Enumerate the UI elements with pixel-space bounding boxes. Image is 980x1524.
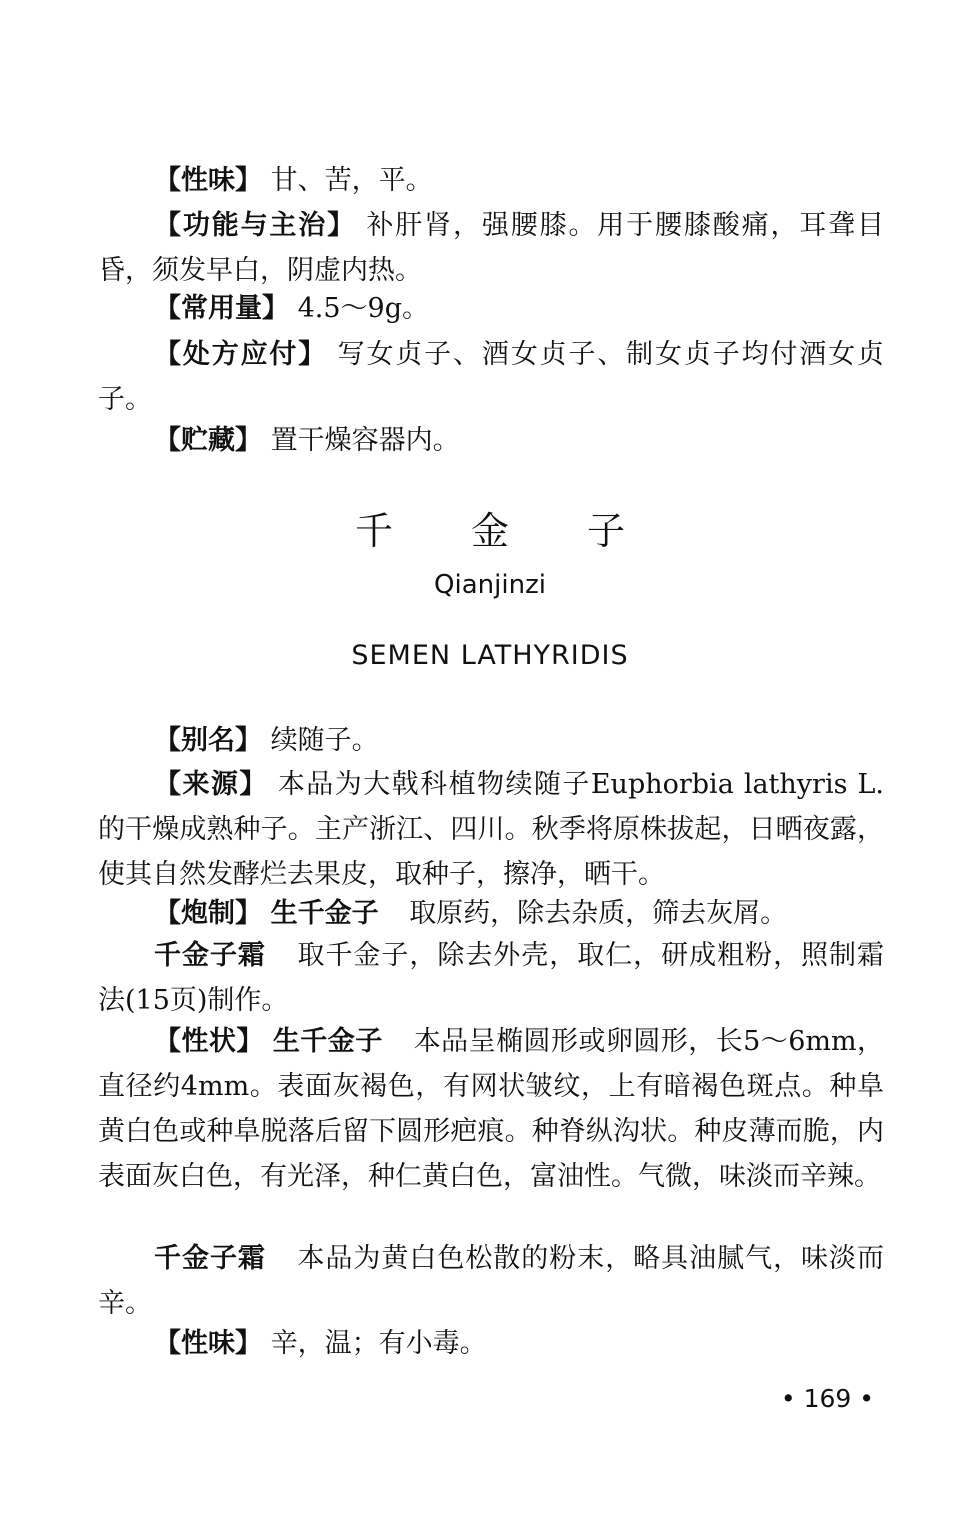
characters-frost-text: 本品为黄白色松散的粉末，略具油腻气，味淡而辛。 xyxy=(98,1243,884,1319)
characters-text: 本品呈椭圆形或卵圆形，长5～6mm，直径约4mm。表面灰褐色，有网状皱纹，上有暗褐色斑点。种阜黄白色或种阜脱落后留下圆形疤痕。种脊纵沟状。种皮薄而脆，内表面灰白色，有光泽，种仁黄白色，富油性。气微，味淡而辛辣。 xyxy=(98,1026,885,1192)
dosage-text: 4.5～9g。 xyxy=(297,293,429,324)
dosage-paragraph xyxy=(98,286,884,331)
taste-label: 【性味】 xyxy=(154,165,262,196)
storage-label: 【贮藏】 xyxy=(154,425,262,456)
processing-frost-paragraph xyxy=(98,933,884,1023)
function-label: 【功能与主治】 xyxy=(154,210,356,241)
processing-paragraph xyxy=(98,891,884,936)
characters-frost-term: 千金子霜 xyxy=(154,1243,266,1274)
prescription-paragraph xyxy=(98,332,884,422)
storage-paragraph xyxy=(98,418,884,463)
prescription-text: 写女贞子、酒女贞子、制女贞子均付酒女贞子。 xyxy=(98,339,885,415)
alias-label: 【别名】 xyxy=(154,725,262,756)
function-paragraph xyxy=(98,203,884,293)
prescription-label: 【处方应付】 xyxy=(154,339,328,370)
dosage-label: 【常用量】 xyxy=(154,293,289,324)
taste-text: 甘、苦，平。 xyxy=(270,165,433,196)
entry-title-chinese: 千金子 xyxy=(354,509,703,553)
entry-taste-text: 辛，温；有小毒。 xyxy=(270,1328,487,1359)
characters-label: 【性状】 xyxy=(154,1026,264,1057)
function-text: 补肝肾，强腰膝。用于腰膝酸痛，耳聋目昏，须发早白，阴虚内热。 xyxy=(98,210,885,286)
entry-taste-label: 【性味】 xyxy=(154,1328,262,1359)
taste-paragraph xyxy=(98,158,884,203)
processing-label: 【炮制】 xyxy=(154,898,262,929)
alias-paragraph xyxy=(98,718,884,763)
characters-term: 生千金子 xyxy=(272,1026,383,1057)
source-text: 本品为大戟科植物续随子Euphorbia lathyris L.的干燥成熟种子。主产浙江、四川。秋季将原株拔起，日晒夜露，使其自然发酵烂去果皮，取种子，擦净，晒干。 xyxy=(98,769,884,890)
processing-frost-text: 取千金子，除去外壳，取仁，研成粗粉，照制霜法(15页)制作。 xyxy=(98,940,884,1016)
source-label: 【来源】 xyxy=(154,769,268,800)
entry-taste-paragraph xyxy=(98,1321,884,1366)
processing-text: 取原药，除去杂质，筛去灰屑。 xyxy=(409,898,788,929)
source-paragraph xyxy=(98,762,884,897)
alias-text: 续随子。 xyxy=(270,725,379,756)
characters-paragraph xyxy=(98,1019,884,1199)
entry-title-pinyin: Qianjinzi xyxy=(434,570,546,600)
entry-title-latin: SEMEN LATHYRIDIS xyxy=(351,640,629,671)
storage-text: 置干燥容器内。 xyxy=(270,425,460,456)
page-number: • 169 • xyxy=(780,1384,874,1413)
processing-term: 生千金子 xyxy=(270,898,379,929)
processing-frost-term: 千金子霜 xyxy=(154,940,266,971)
characters-frost-paragraph xyxy=(98,1236,884,1326)
